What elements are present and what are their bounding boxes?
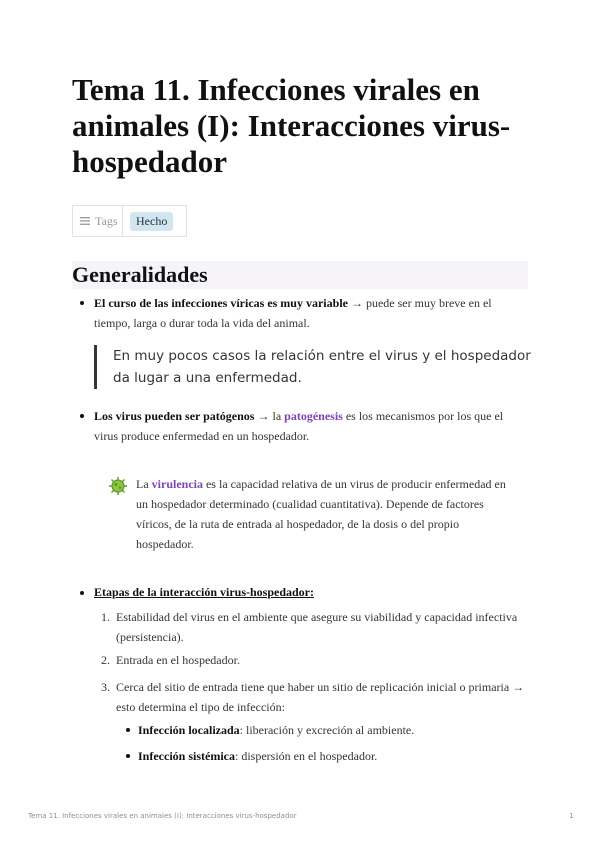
callout-text <box>136 474 512 554</box>
highlight-patogenesis: patogénesis <box>284 409 343 423</box>
callout-text-a: La <box>136 477 152 491</box>
section-heading: Generalidades <box>72 261 528 289</box>
tags-label: Tags <box>95 213 118 228</box>
blockquote: En muy pocos casos la relación entre el virus y el hospedador da lugar a una enfermedad. <box>94 345 533 389</box>
bullet-text: es los mecanismos por los que el virus produce enfermedad en un hospedador. <box>94 409 504 443</box>
bullet-text: → la <box>254 409 285 423</box>
step-number: 1. <box>101 610 110 624</box>
bullet-bold-underline: Etapas de la interacción virus-hospedador: <box>94 585 315 599</box>
bullet-item <box>94 582 514 602</box>
bullet-dot <box>80 414 84 418</box>
page-title: Tema 11. Infecciones virales en animales (I): Interacciones virus-hospedador <box>72 72 511 179</box>
footer-title: Tema 11. Infecciones virales en animales (I): Interacciones virus-hospedador <box>28 812 297 820</box>
callout <box>94 466 524 562</box>
bullet-dot <box>126 754 130 758</box>
sub-bullet-text: : dispersión en el hospedador. <box>234 749 378 763</box>
bullet-item <box>94 293 514 333</box>
highlight-virulencia: virulencia <box>151 477 203 491</box>
page-number: 1 <box>569 812 574 820</box>
tags-property <box>73 206 123 236</box>
step-number: 3. <box>101 680 110 694</box>
step-text: Entrada en el hospedador. <box>116 653 240 667</box>
list-icon <box>80 217 90 225</box>
bullet-dot <box>80 301 84 305</box>
bullet-text: → puede ser muy breve en el tiempo, larga o durar toda la vida del animal. <box>94 296 492 330</box>
properties-table <box>72 205 187 237</box>
bullet-dot <box>126 728 130 732</box>
bullet-dot <box>80 591 84 595</box>
bullet-bold: El curso de las infecciones víricas es muy variable <box>94 296 348 310</box>
sub-bullet-item <box>138 720 518 740</box>
tag-pill[interactable]: Hecho <box>130 212 173 231</box>
sub-bullet-bold: Infección sistémica <box>138 749 235 763</box>
callout-text-b: es la capacidad relativa de un virus de producir enfermedad en un hospedador determinado (cualidad cuantitativa). Depende de factores víricos, de la ruta de entrada al hospedador, de la dosis o del propio hospedador. <box>136 477 506 551</box>
step-text: Cerca del sitio de entrada tiene que haber un sitio de replicación inicial o primaria → esto determina el tipo de infección: <box>116 680 525 714</box>
step-number: 2. <box>101 653 110 667</box>
step-text: Estabilidad del virus en el ambiente que asegure su viabilidad y capacidad infectiva (persistencia). <box>116 610 518 644</box>
virus-icon <box>108 476 128 496</box>
bullet-bold: Los virus pueden ser patógenos <box>94 409 255 423</box>
sub-bullet-bold: Infección localizada <box>138 723 240 737</box>
sub-bullet-item <box>138 746 518 766</box>
bullet-item <box>94 406 514 446</box>
sub-bullet-text: : liberación y excreción al ambiente. <box>239 723 415 737</box>
